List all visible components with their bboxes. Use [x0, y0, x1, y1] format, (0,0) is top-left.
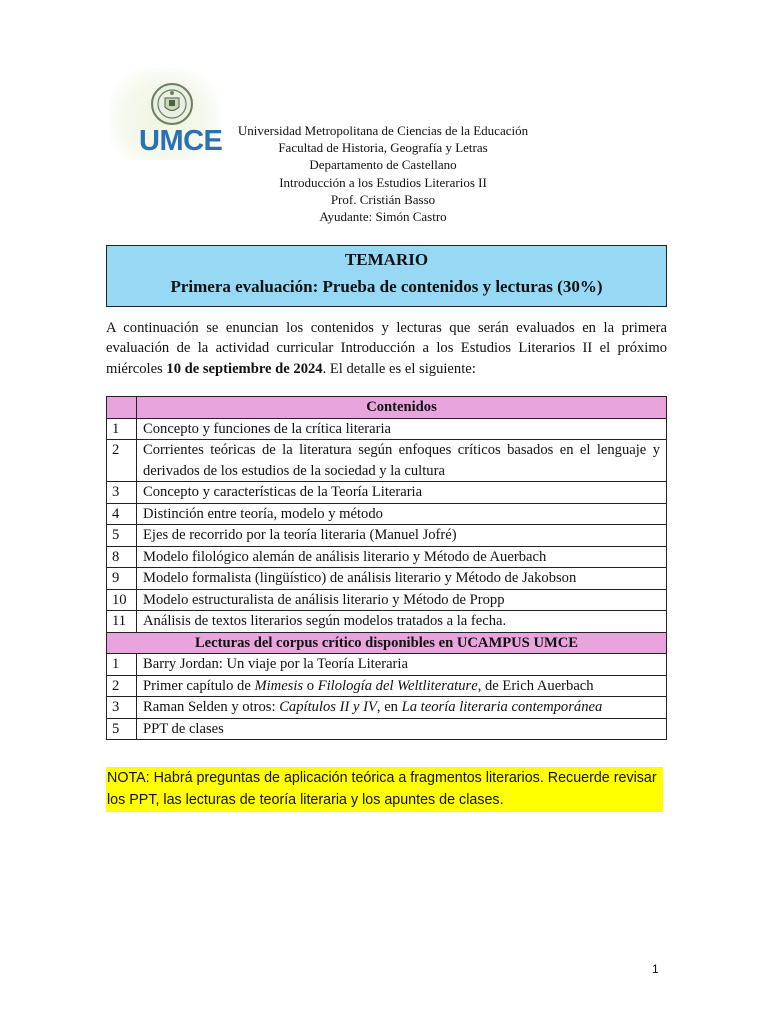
intro-text-after: . El detalle es el siguiente:: [322, 360, 476, 377]
book-title: Filología del Weltliteraturе: [317, 677, 478, 694]
text-segment: Primer capítulo de: [143, 677, 255, 694]
row-number: 1: [107, 654, 137, 676]
intro-text-before: A continuación se enuncian los contenidos y lecturas que serán evaluados en la primera evaluación de la actividad curricular Introducción a los Estudios Literarios II el próximo miércoles: [106, 320, 667, 377]
umce-logo: [110, 68, 223, 160]
header-assistant: Ayudante: Simón Castro: [319, 209, 447, 225]
text-segment: o: [303, 677, 318, 694]
row-number: 5: [107, 525, 137, 547]
row-text: Modelo filológico alemán de análisis literario y Método de Auerbach: [137, 546, 667, 568]
header-faculty: Facultad de Historia, Geografía y Letras: [278, 140, 488, 156]
table-row: [107, 503, 667, 525]
row-number: 11: [107, 611, 137, 633]
contenidos-header: Contenidos: [137, 397, 667, 419]
header-department: Departamento de Castellano: [309, 157, 457, 173]
row-text: [137, 697, 667, 719]
table-row: [107, 697, 667, 719]
umce-logo-word: UMCE: [139, 125, 223, 157]
table-row: [107, 611, 667, 633]
table-row: [107, 440, 667, 482]
row-number: 4: [107, 503, 137, 525]
table-row: [107, 718, 667, 740]
table-row: [107, 525, 667, 547]
row-number: 2: [107, 675, 137, 697]
title-box: [106, 245, 667, 307]
row-number: 3: [107, 482, 137, 504]
row-text: Concepto y características de la Teoría Literaria: [137, 482, 667, 504]
row-text: Modelo formalista (lingüístico) de análisis literario y Método de Jakobson: [137, 568, 667, 590]
table-row: [107, 654, 667, 676]
row-number: 9: [107, 568, 137, 590]
lecturas-header-row: [107, 632, 667, 654]
row-number: 2: [107, 440, 137, 482]
note-highlight: NOTA: Habrá preguntas de aplicación teórica a fragmentos literarios. Recuerde revisar los PPT, las lecturas de teoría literaria y los apuntes de clases.: [106, 767, 663, 812]
document-subtitle: Primera evaluación: Prueba de contenidos y lecturas (30%): [170, 277, 603, 296]
table-row: [107, 482, 667, 504]
lecturas-header: Lecturas del corpus crítico disponibles en UCAMPUS UMCE: [107, 632, 667, 654]
exam-date: 10 de septiembre de 2024: [166, 360, 323, 377]
row-text: Modelo estructuralista de análisis literario y Método de Propp: [137, 589, 667, 611]
row-text: Ejes de recorrido por la teoría literaria (Manuel Jofré): [137, 525, 667, 547]
text-segment: , en: [376, 699, 402, 715]
row-text: Concepto y funciones de la crítica literaria: [137, 418, 667, 440]
table-row: [107, 675, 667, 697]
row-text: Análisis de textos literarios según modelos tratados a la fecha.: [137, 611, 667, 633]
row-number: 1: [107, 418, 137, 440]
header-university: Universidad Metropolitana de Ciencias de la Educación: [237, 123, 529, 138]
table-row: [107, 568, 667, 590]
header-professor: Prof. Cristián Basso: [330, 191, 436, 207]
row-number: 3: [107, 697, 137, 719]
syllabus-table: [106, 396, 667, 740]
table-row: [107, 589, 667, 611]
intro-paragraph: [106, 318, 667, 379]
row-number: 10: [107, 589, 137, 611]
text-segment: Raman Selden y otros:: [143, 699, 280, 715]
page-number: 1: [652, 962, 659, 976]
table-row: [107, 546, 667, 568]
institution-header: [218, 122, 548, 225]
contenidos-header-row: [107, 397, 667, 419]
header-course: Introducción a los Estudios Literarios II: [279, 174, 487, 190]
chapters: Capítulos II y IV: [279, 699, 377, 715]
row-text: Distinción entre teoría, modelo y método: [137, 503, 667, 525]
row-number: 5: [107, 718, 137, 740]
document-title: TEMARIO: [344, 250, 429, 269]
table-row: [107, 418, 667, 440]
row-number: 8: [107, 546, 137, 568]
book-title: La teoría literaria contemporánea: [401, 699, 603, 715]
row-text: Barry Jordan: Un viaje por la Teoría Literaria: [137, 654, 667, 676]
book-title: Mimesis: [254, 677, 304, 694]
row-text: [137, 675, 667, 697]
row-text: PPT de clases: [137, 718, 667, 740]
university-seal-icon: [150, 82, 194, 126]
row-text: Corrientes teóricas de la literatura según enfoques críticos basados en el lenguaje y derivados de los estudios de la sociedad y la cultura: [137, 440, 667, 482]
text-segment: , de Erich Auerbach: [477, 677, 594, 694]
